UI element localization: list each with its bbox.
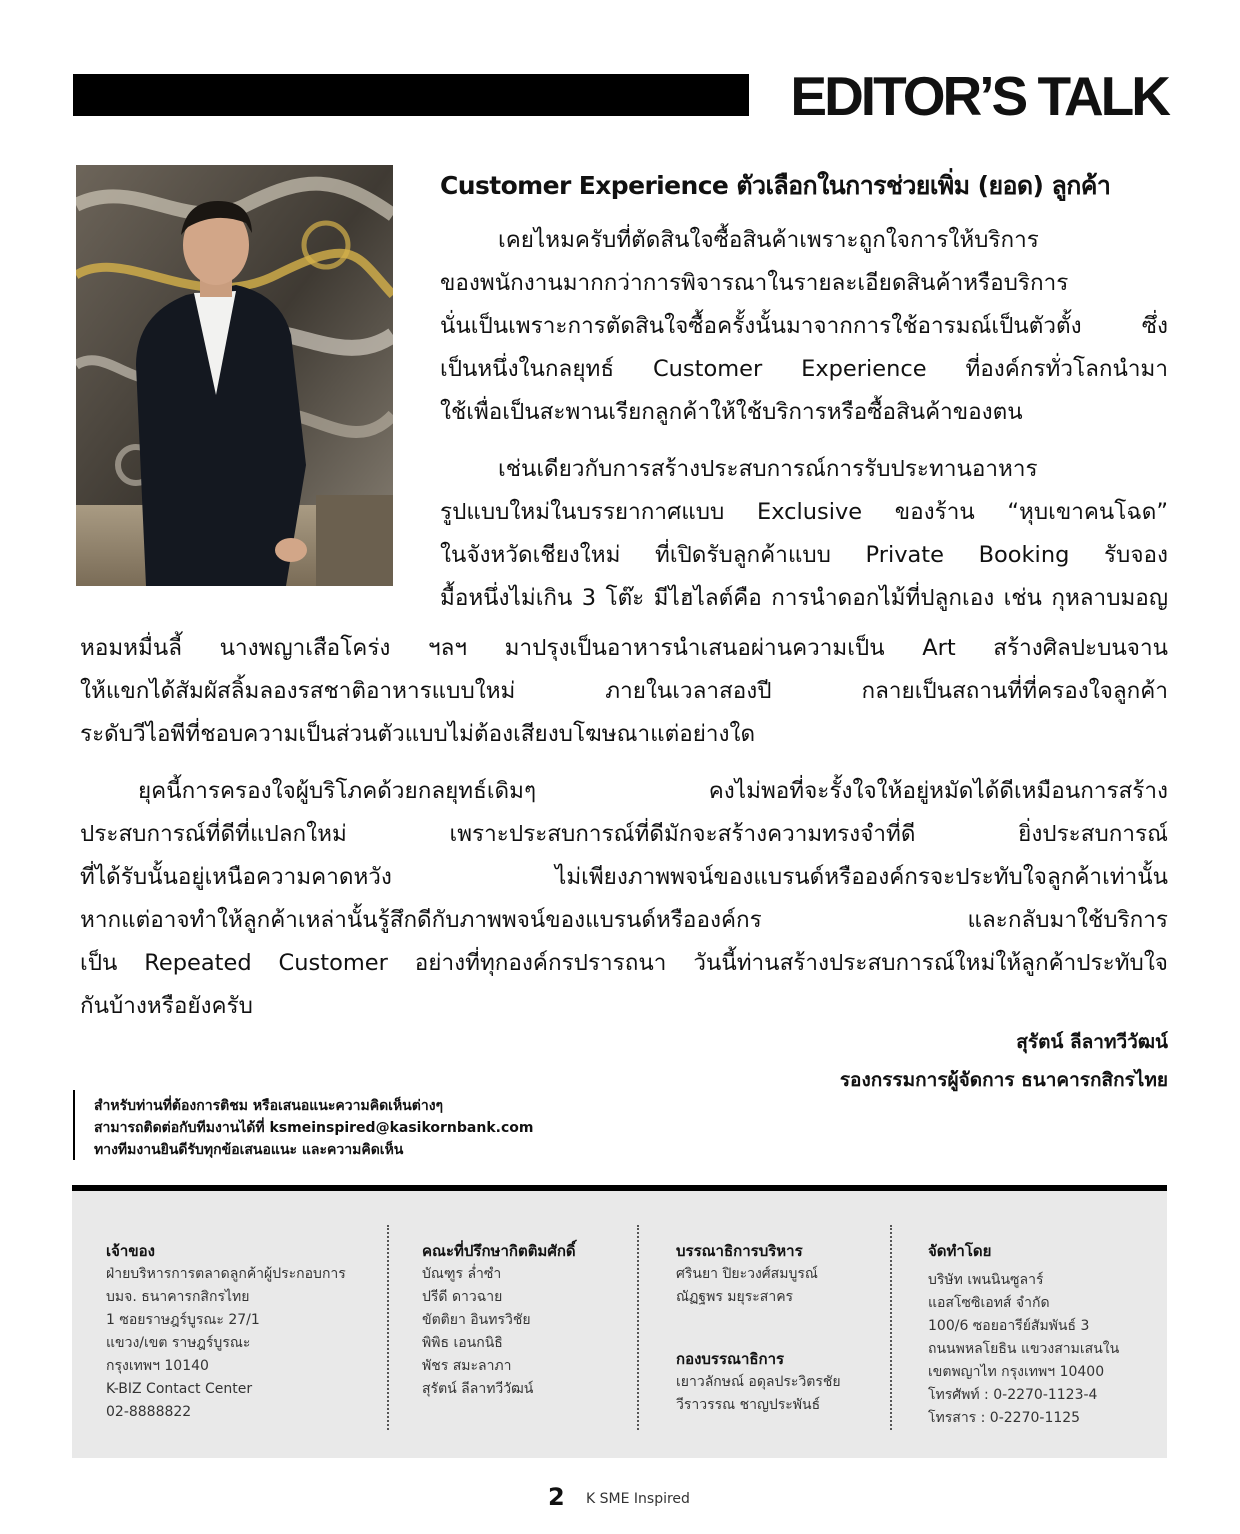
paragraph-line: กันบ้างหรือยังครับ <box>80 993 253 1019</box>
producer-line: แอสโซซิเอทส์ จำกัด <box>928 1295 1050 1311</box>
paragraph-line: ในจังหวัดเชียงใหม่ ที่เปิดรับลูกค้าแบบ Private Booking รับจอง <box>440 542 1168 568</box>
editor-photo <box>76 165 393 586</box>
advisors-column <box>422 1239 576 1401</box>
paragraph-line: เคยไหมครับที่ตัดสินใจซื้อสินค้าเพราะถูกใจการให้บริการ <box>498 227 1039 253</box>
paragraph-line: เป็น Repeated Customer อย่างที่ทุกองค์กรปรารถนา วันนี้ท่านสร้างประสบการณ์ใหม่ให้ลูกค้าประทับใจ <box>80 950 1168 976</box>
masthead-footer <box>72 1185 1167 1458</box>
paragraph-line: ระดับวีไอพีที่ชอบความเป็นส่วนตัวแบบไม่ต้องเสียงบโฆษณาแต่อย่างใด <box>80 721 756 747</box>
producer-line: ถนนพหลโยธิน แขวงสามเสนใน <box>928 1341 1120 1357</box>
editorial-line: เยาวลักษณ์ อดุลประวิตรชัย <box>676 1374 841 1390</box>
advisor-line: สุรัตน์ ลีลาทวีวัฒน์ <box>422 1381 534 1397</box>
paragraph-line: ประสบการณ์ที่ดีที่แปลกใหม่ เพราะประสบการณ์ที่ดีมักจะสร้างความทรงจำที่ดี ยิ่งประสบการณ์ <box>80 821 1168 847</box>
paragraph-line: ที่ได้รับนั้นอยู่เหนือความคาดหวัง ไม่เพียงภาพพจน์ของแบรนด์หรือองค์กรจะประทับใจลูกค้าเท่านั้น <box>80 864 1168 890</box>
exec-editors-heading: บรรณาธิการบริหาร <box>676 1242 803 1260</box>
column-divider <box>890 1225 892 1430</box>
owner-line: 1 ซอยราษฎร์บูรณะ 27/1 <box>106 1312 260 1328</box>
editorial-heading: กองบรรณาธิการ <box>676 1350 785 1368</box>
paragraph-line: รูปแบบใหม่ในบรรยากาศแบบ Exclusive ของร้าน “หุบเขาคนโฉด” <box>440 499 1168 525</box>
paragraph-line: เช่นเดียวกับการสร้างประสบการณ์การรับประทานอาหาร <box>498 456 1038 482</box>
signature-name: สุรัตน์ ลีลาทวีวัฒน์ <box>1016 1031 1168 1053</box>
exec-editor-line: ศรินยา ปิยะวงศ์สมบูรณ์ <box>676 1266 818 1282</box>
paragraph-line: หากแต่อาจทำให้ลูกค้าเหล่านั้นรู้สึกดีกับภาพพจน์ของแบรนด์หรือองค์กร และกลับมาใช้บริการ <box>80 907 1168 933</box>
header-bar <box>73 74 749 116</box>
producer-line: เขตพญาไท กรุงเทพฯ 10400 <box>928 1364 1105 1380</box>
producer-heading: จัดทำโดย <box>928 1242 992 1260</box>
owner-line: ฝ่ายบริหารการตลาดลูกค้าผู้ประกอบการ <box>106 1266 346 1282</box>
advisor-line: พิพิธ เอนกนิธิ <box>422 1335 503 1351</box>
contact-line: สามารถติดต่อกับทีมงานได้ที่ ksmeinspired@kasikornbank.com <box>94 1120 534 1136</box>
exec-editor-line: ณัฏฐพร มยุระสาคร <box>676 1289 794 1305</box>
owner-line: 02-8888822 <box>106 1404 192 1420</box>
paragraph-line: เป็นหนึ่งในกลยุทธ์ Customer Experience ที่องค์กรทั่วโลกนำมา <box>440 356 1168 382</box>
signature-position: รองกรรมการผู้จัดการ ธนาคารกสิกรไทย <box>839 1069 1168 1091</box>
contact-line: สำหรับท่านที่ต้องการติชม หรือเสนอแนะความคิดเห็นต่างๆ <box>94 1098 444 1114</box>
section-title: EDITOR’S TALK <box>790 65 1168 127</box>
contact-note <box>94 1095 533 1161</box>
article-title: Customer Experience ตัวเลือกในการช่วยเพิ่ม (ยอด) ลูกค้า <box>440 171 1111 200</box>
owner-line: K-BIZ Contact Center <box>106 1381 253 1397</box>
editors-column <box>676 1239 841 1417</box>
advisor-line: ปรีดี ดาวฉาย <box>422 1289 503 1305</box>
column-divider <box>387 1225 389 1430</box>
advisor-line: พัชร สมะลาภา <box>422 1358 512 1374</box>
owner-column <box>106 1239 346 1424</box>
paragraph-2 <box>440 448 1168 620</box>
producer-line: 100/6 ซอยอารีย์สัมพันธ์ 3 <box>928 1318 1090 1334</box>
advisor-line: บัณฑูร ล่ำซำ <box>422 1266 502 1282</box>
paragraph-2-continued <box>80 627 1168 756</box>
owner-line: แขวง/เขต ราษฎร์บูรณะ <box>106 1335 251 1351</box>
paragraph-line: หอมหมื่นลี้ นางพญาเสือโคร่ง ฯลฯ มาปรุงเป็นอาหารนำเสนอผ่านความเป็น Art สร้างศิลปะบนจาน <box>80 635 1168 661</box>
producer-line: บริษัท เพนนินซูลาร์ <box>928 1272 1044 1288</box>
owner-heading: เจ้าของ <box>106 1242 155 1260</box>
advisor-line: ขัตติยา อินทรวิชัย <box>422 1312 531 1328</box>
owner-line: บมจ. ธนาคารกสิกรไทย <box>106 1289 250 1305</box>
producer-line: โทรศัพท์ : 0-2270-1123-4 <box>928 1387 1098 1403</box>
paragraph-line: ของพนักงานมากกว่าการพิจารณาในรายละเอียดสินค้าหรือบริการ <box>440 270 1069 296</box>
page-number: 2 <box>548 1483 565 1511</box>
column-divider <box>637 1225 639 1430</box>
editorial-line: วีราวรรณ ชาญประพันธ์ <box>676 1397 821 1413</box>
paragraph-line: ใช้เพื่อเป็นสะพานเรียกลูกค้าให้ใช้บริการหรือซื้อสินค้าของตน <box>440 399 1023 425</box>
paragraph-line: มื้อหนึ่งไม่เกิน 3 โต๊ะ มีไฮไลต์คือ การนำดอกไม้ที่ปลูกเอง เช่น กุหลาบมอญ <box>440 585 1168 611</box>
contact-rule <box>73 1090 75 1160</box>
contact-line: ทางทีมงานยินดีรับทุกข้อเสนอแนะ และความคิดเห็น <box>94 1142 404 1158</box>
paragraph-line: นั่นเป็นเพราะการตัดสินใจซื้อครั้งนั้นมาจากการใช้อารมณ์เป็นตัวตั้ง ซึ่ง <box>440 313 1168 339</box>
advisors-heading: คณะที่ปรึกษากิตติมศักดิ์ <box>422 1242 576 1260</box>
paragraph-1 <box>440 219 1168 434</box>
producer-line: โทรสาร : 0-2270-1125 <box>928 1410 1081 1426</box>
paragraph-line: ยุคนี้การครองใจผู้บริโภคด้วยกลยุทธ์เดิมๆ คงไม่พอที่จะรั้งใจให้อยู่หมัดได้ดีเหมือนการสร้าง <box>138 778 1168 804</box>
owner-line: กรุงเทพฯ 10140 <box>106 1358 209 1374</box>
publication-name: K SME Inspired <box>586 1491 690 1507</box>
producer-column <box>928 1239 1119 1430</box>
paragraph-3 <box>80 770 1168 1028</box>
paragraph-line: ให้แขกได้สัมผัสลิ้มลองรสชาติอาหารแบบใหม่ ภายในเวลาสองปี กลายเป็นสถานที่ที่ครองใจลูกค้า <box>80 678 1168 704</box>
